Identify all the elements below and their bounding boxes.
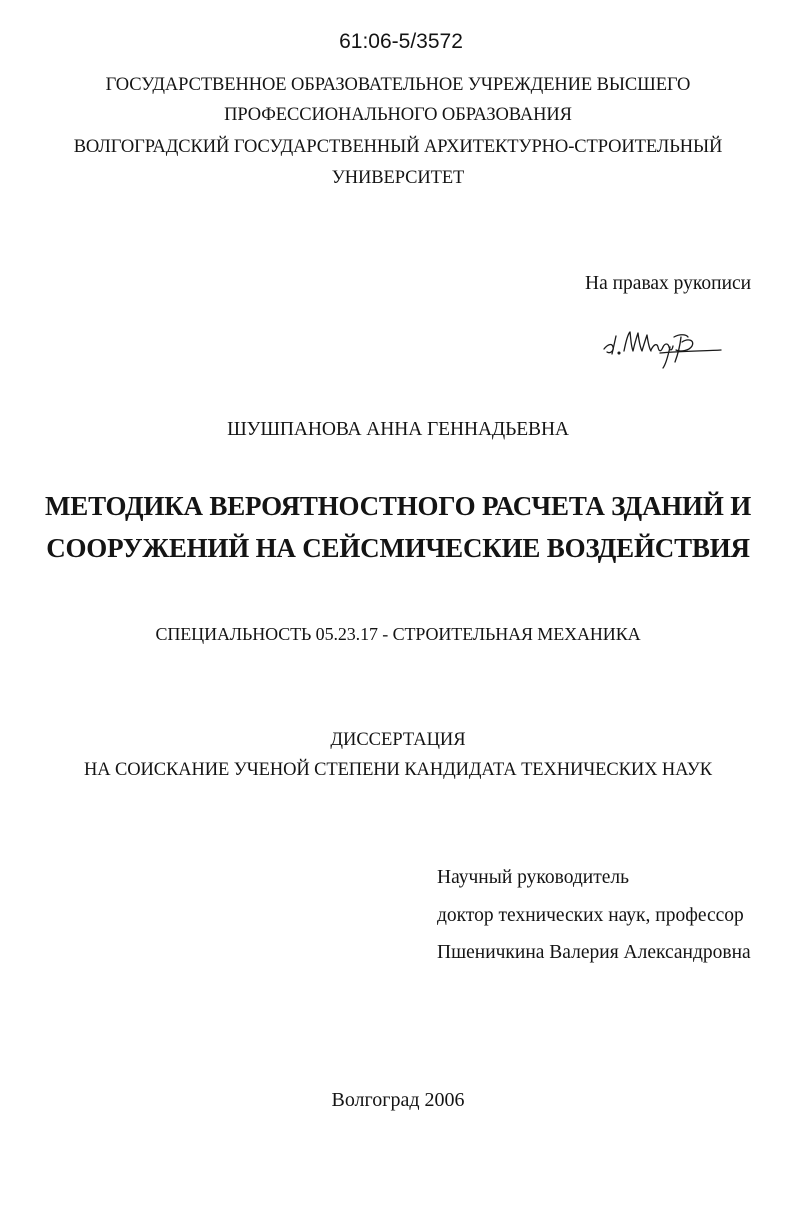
city-year: Волгоград 2006 <box>331 1089 465 1111</box>
title-line-1: МЕТОДИКА ВЕРОЯТНОСТНОГО РАСЧЕТА ЗДАНИЙ И <box>44 491 751 521</box>
supervisor-degree: доктор технических наук, профессор <box>437 905 744 926</box>
supervisor-name: Пшеничкина Валерия Александровна <box>437 942 751 963</box>
archive-code: 61:06-5/3572 <box>339 30 463 53</box>
institution-line-1: ГОСУДАРСТВЕННОЕ ОБРАЗОВАТЕЛЬНОЕ УЧРЕЖДЕНИЕ ВЫСШЕГО <box>105 75 691 95</box>
dissertation-degree: НА СОИСКАНИЕ УЧЕНОЙ СТЕПЕНИ КАНДИДАТА ТЕХНИЧЕСКИХ НАУК <box>83 760 713 780</box>
institution-line-3: ВОЛГОГРАДСКИЙ ГОСУДАРСТВЕННЫЙ АРХИТЕКТУРНО-СТРОИТЕЛЬНЫЙ <box>73 137 723 157</box>
dissertation-label: ДИССЕРТАЦИЯ <box>330 730 466 750</box>
title-line-2: СООРУЖЕНИЙ НА СЕЙСМИЧЕСКИЕ ВОЗДЕЙСТВИЯ <box>46 533 750 563</box>
supervisor-heading: Научный руководитель <box>437 867 630 888</box>
author-name: ШУШПАНОВА АННА ГЕННАДЬЕВНА <box>227 419 569 440</box>
specialty: СПЕЦИАЛЬНОСТЬ 05.23.17 - СТРОИТЕЛЬНАЯ МЕХАНИКА <box>155 624 641 644</box>
rights-note: На правах рукописи <box>585 273 752 294</box>
institution-line-2: ПРОФЕССИОНАЛЬНОГО ОБРАЗОВАНИЯ <box>224 105 572 125</box>
handwritten-signature <box>600 322 725 370</box>
institution-line-4: УНИВЕРСИТЕТ <box>331 168 465 188</box>
